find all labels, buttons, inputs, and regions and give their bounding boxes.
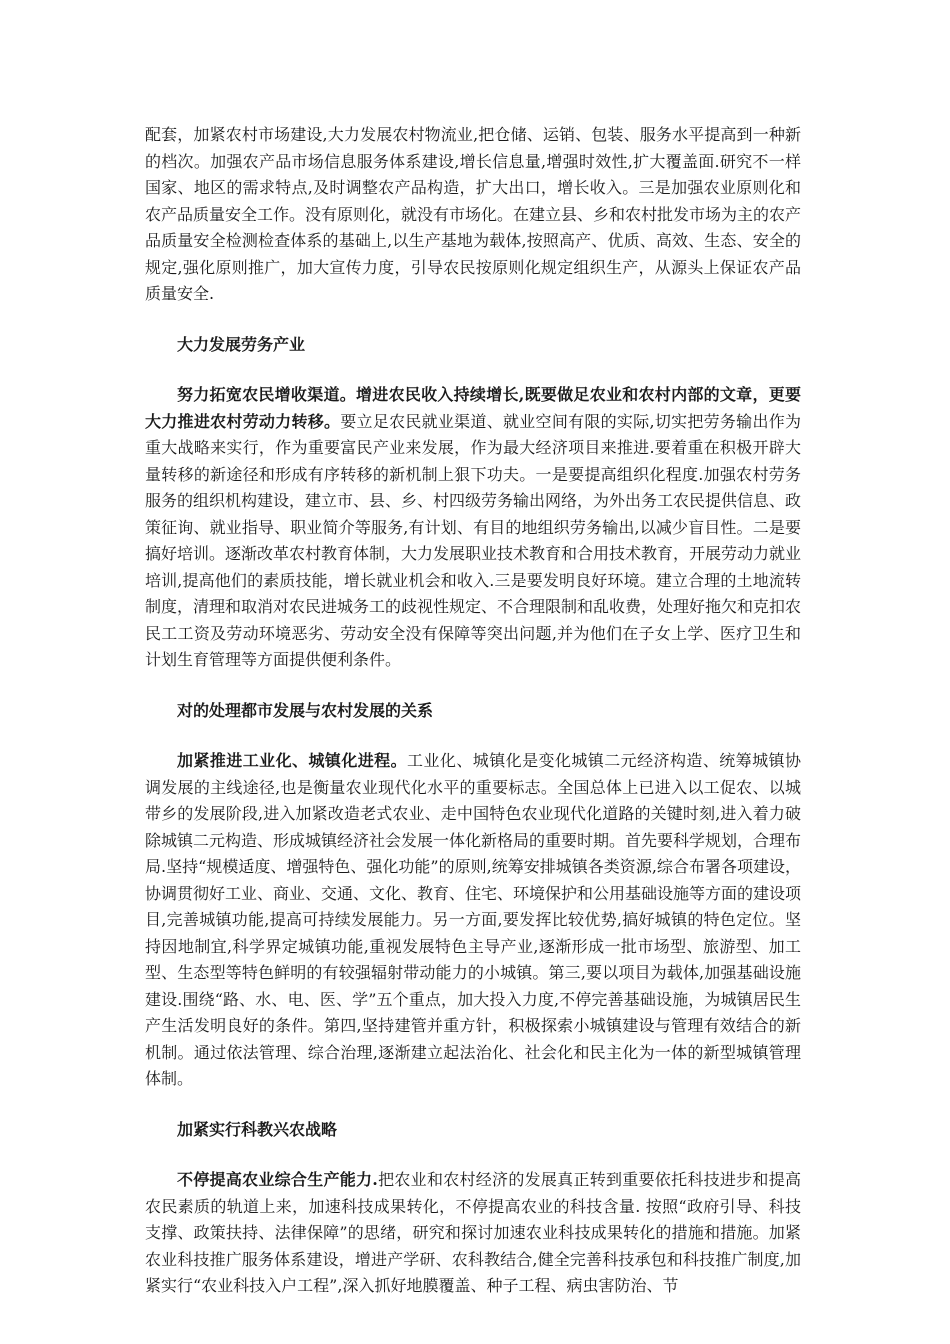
spacer (145, 308, 801, 332)
paragraph-4 (145, 1167, 801, 1300)
paragraph-2-body: 要立足农民就业渠道、就业空间有限的实际,切实把劳务输出作为重大战略来实行，作为重要富民产业来发展，作为最大经济项目来推进.要着重在积极开辟大量转移的新途径和形成有序转移的新机制上狠下功夫。一是要提高组织化程度.加强农村劳务服务的组织机构建设，建立市、县、乡、村四级劳务输出网络，为外出务工农民提供信息、政策征询、就业指导、职业简介等服务,有计划、有目的地组织劳务输出,以减少盲目性。二是要搞好培训。逐渐改革农村教育体制，大力发展职业技术教育和合用技术教育，开展劳动力就业培训,提高他们的素质技能，增长就业机会和收入.三是要发明良好环境。建立合理的土地流转制度，清理和取消对农民进城务工的歧视性规定、不合理限制和乱收费，处理好拖欠和克扣农民工工资及劳动环境恶劣、劳动安全没有保障等突出问题,并为他们在子女上学、医疗卫生和计划生育管理等方面提供便利条件。 (145, 411, 802, 669)
spacer (145, 674, 801, 698)
paragraph-3 (145, 748, 801, 1093)
paragraph-1: 配套，加紧农村市场建设,大力发展农村物流业,把仓储、运销、包装、服务水平提高到一种新的档次。加强农产品市场信息服务体系建设,增长信息量,增强时效性,扩大覆盖面.研究不一样国家、地区的需求特点,及时调整农产品构造，扩大出口，增长收入。三是加强农业原则化和农产品质量安全工作。没有原则化，就没有市场化。在建立县、乡和农村批发市场为主的农产品质量安全检测检查体系的基础上,以生产基地为载体,按照高产、优质、高效、生态、安全的规定,强化原则推广，加大宣传力度，引导农民按原则化规定组织生产，从源头上保证农产品质量安全. (145, 125, 802, 303)
spacer (145, 724, 801, 748)
section-heading-science: 加紧实行科教兴农战略 (177, 1119, 338, 1139)
document-page (145, 122, 801, 1300)
section-heading-labor: 大力发展劳务产业 (177, 334, 306, 354)
paragraph-4-body: 把农业和农村经济的发展真正转到重要依托科技进步和提高农民素质的轨道上来，加速科技成果转化，不停提高农业的科技含量. 按照“政府引导、科技支撑、政策扶持、法律保障”的思绪，研究和探讨加速农业科技成果转化的措施和措施。加紧农业科技推广服务体系建设，增进产学研、农科教结合,健全完善科技承包和科技推广制度,加紧实行“农业科技入户工程”,深入抓好地膜覆盖、种子工程、病虫害防治、节 (145, 1170, 801, 1295)
section-heading-urban-rural: 对的处理都市发展与农村发展的关系 (177, 700, 434, 720)
paragraph-2-lead: 努力拓宽农民增收渠道。增进农民收入持续增长,既要做足农业和农村内部的文章，更要大力推进农村劳动力转移。 (145, 385, 801, 431)
paragraph-2 (145, 382, 801, 674)
paragraph-3-lead: 加紧推进工业化、城镇化进程。 (177, 751, 408, 770)
spacer (145, 358, 801, 382)
spacer (145, 1093, 801, 1117)
spacer (145, 1143, 801, 1167)
paragraph-4-lead: 不停提高农业综合生产能力. (177, 1170, 378, 1189)
paragraph-3-body: 工业化、城镇化是变化城镇二元经济构造、统筹城镇协调发展的主线途径,也是衡量农业现代化水平的重要标志。全国总体上已进入以工促农、以城带乡的发展阶段,进入加紧改造老式农业、走中国特色农业现代化道路的关键时刻,进入着力破除城镇二元构造、形成城镇经济社会发展一体化新格局的重要时期。首先要科学规划，合理布局.坚持“规模适度、增强特色、强化功能”的原则,统筹安排城镇各类资源,综合布署各项建设，协调贯彻好工业、商业、交通、文化、教育、住宅、环境保护和公用基础设施等方面的建设项目,完善城镇功能,提高可持续发展能力。另一方面,要发挥比较优势,搞好城镇的特色定位。坚持因地制宜,科学界定城镇功能,重视发展特色主导产业,逐渐形成一批市场型、旅游型、加工型、生态型等特色鲜明的有较强辐射带动能力的小城镇。第三,要以项目为载体,加强基础设施建设.围绕“路、水、电、医、学”五个重点，加大投入力度,不停完善基础设施，为城镇居民生产生活发明良好的条件。第四,坚持建管并重方针，积极探索小城镇建设与管理有效结合的新机制。通过依法管理、综合治理,逐渐建立起法治化、社会化和民主化为一体的新型城镇管理体制。 (145, 751, 802, 1088)
